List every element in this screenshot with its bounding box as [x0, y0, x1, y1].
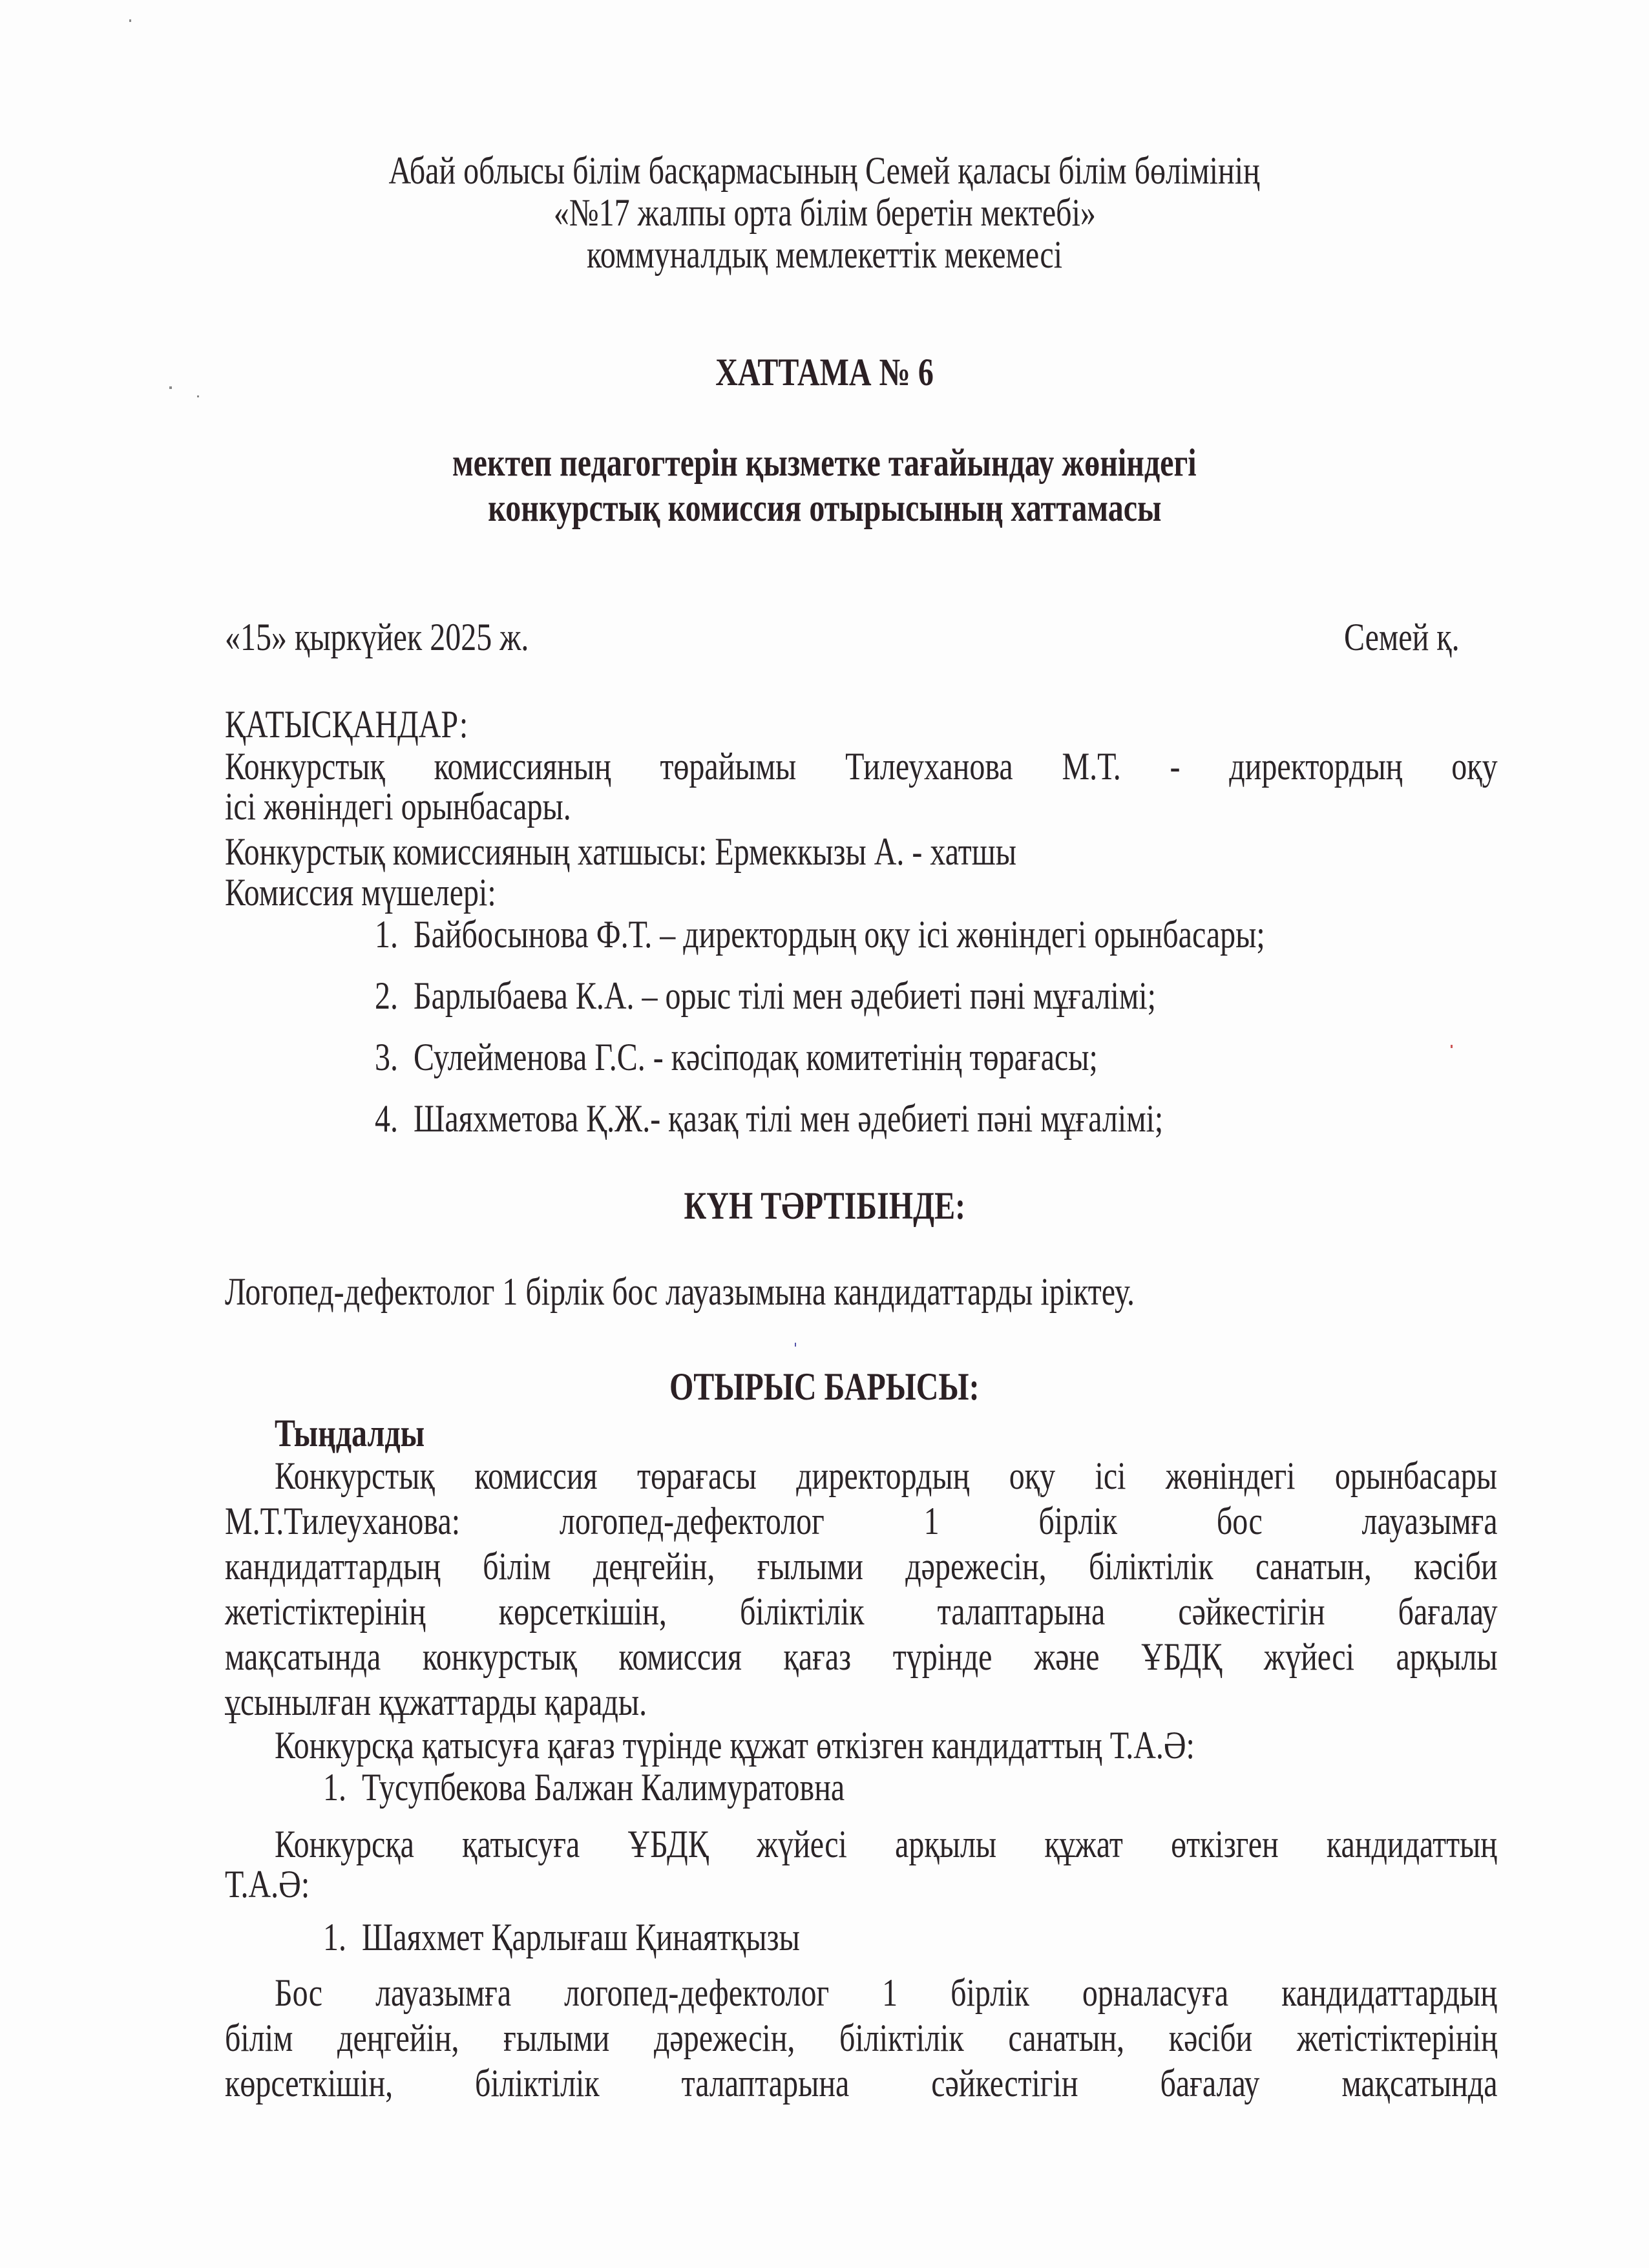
candidate-number: 1. — [323, 1766, 346, 1809]
org-header-line-2: «№17 жалпы орта білім беретін мектебі» — [553, 191, 1096, 234]
para1-line: жетістіктерінің көрсеткішін, біліктілік талаптарына сәйкестігін бағалау — [225, 1590, 1498, 1633]
para2-line: көрсеткішін, біліктілік талаптарына сәйкестігін бағалау мақсатында — [225, 2062, 1498, 2105]
member-number: 2. — [375, 974, 398, 1017]
org-header-line-1: Абай облысы білім басқармасының Семей қаласы білім бөлімінің — [388, 149, 1261, 192]
para1-line: Конкурстық комиссия төрағасы директордың оқу ісі жөніндегі орынбасары — [275, 1454, 1497, 1497]
paper-candidate-item — [323, 1764, 975, 1811]
paper-candidates-label: Конкурсқа қатысуға қағаз түрінде құжат өткізген кандидаттың Т.А.Ә: — [275, 1724, 1195, 1767]
scan-speck — [197, 395, 199, 397]
member-item — [375, 911, 1487, 958]
member-item — [375, 1095, 1360, 1142]
document-subtitle-line-1: мектеп педагогтерін қызметке тағайындау жөніндегі — [452, 441, 1197, 484]
document-subtitle-line-2: конкурстық комиссия отырысының хаттамасы — [487, 487, 1162, 529]
participants-heading: ҚАТЫСҚАНДАР: — [225, 703, 468, 746]
scan-speck — [129, 19, 131, 22]
para1-line: ұсынылған құжаттарды қарады. — [225, 1681, 647, 1723]
chair-line-2: ісі жөніндегі орынбасары. — [225, 785, 571, 828]
para1-line: М.Т.Тилеуханова: логопед-дефектолог 1 бірлік бос лауазымға — [225, 1500, 1498, 1542]
member-text: Шаяхметова Қ.Ж.- қазақ тілі мен әдебиеті пәні мұғалімі; — [414, 1097, 1164, 1140]
online-candidates-label: Конкурсқа қатысуға ҰБДҚ жүйесі арқылы құжат өткізген кандидаттың — [275, 1823, 1497, 1865]
para2-line: білім деңгейін, ғылыми дәрежесін, біліктілік санатын, кәсіби жетістіктерінің — [225, 2017, 1498, 2059]
secretary-line: Конкурстық комиссияның хатшысы: Ермеккызы А. - хатшы — [225, 830, 1016, 873]
member-text: Сулейменова Г.С. - кәсіподақ комитетінің төрағасы; — [414, 1036, 1098, 1078]
member-number: 4. — [375, 1097, 398, 1140]
meeting-date: «15» қыркүйек 2025 ж. — [225, 616, 529, 658]
online-candidates-label-2: Т.А.Ә: — [225, 1863, 310, 1906]
proceedings-subheading: Тыңдалды — [275, 1412, 425, 1454]
org-header-line-3: коммуналдық мемлекеттік мекемесі — [586, 233, 1063, 276]
para1-line: кандидаттардың білім деңгейін, ғылыми дәрежесін, біліктілік санатын, кәсіби — [225, 1545, 1498, 1588]
scan-speck — [795, 1343, 796, 1347]
candidate-name: Тусупбекова Балжан Калимуратовна — [362, 1766, 845, 1809]
member-number: 3. — [375, 1036, 398, 1078]
para2-line: Бос лауазымға логопед-дефектолог 1 бірлік орналасуға кандидаттардың — [275, 1971, 1497, 2014]
chair-line-1: Конкурстық комиссияның төрайымы Тилеуханова М.Т. - директордың оқу — [225, 745, 1498, 788]
proceedings-heading: ОТЫРЫС БАРЫСЫ: — [669, 1365, 980, 1408]
meeting-place: Семей қ. — [1344, 616, 1460, 658]
member-item — [375, 972, 1351, 1019]
agenda-text: Логопед-дефектолог 1 бірлік бос лауазымына кандидаттарды іріктеу. — [225, 1270, 1135, 1313]
online-candidate-item — [323, 1914, 919, 1960]
candidate-name: Шаяхмет Қарлығаш Қинаятқызы — [362, 1916, 800, 1958]
members-label: Комиссия мүшелері: — [225, 871, 496, 914]
para1-line: мақсатында конкурстық комиссия қағаз түрінде және ҰБДҚ жүйесі арқылы — [225, 1635, 1498, 1678]
scan-speck — [1451, 1045, 1453, 1048]
member-text: Байбосынова Ф.Т. – директордың оқу ісі жөніндегі орынбасары; — [414, 913, 1265, 956]
candidate-number: 1. — [323, 1916, 346, 1958]
agenda-heading: КҮН ТӘРТІБІНДЕ: — [684, 1184, 965, 1227]
member-number: 1. — [375, 913, 398, 956]
scan-speck — [169, 386, 172, 389]
member-text: Барлыбаева К.А. – орыс тілі мен әдебиеті пәні мұғалімі; — [414, 974, 1156, 1017]
member-item — [375, 1034, 1279, 1080]
document-title: ХАТТАМА № 6 — [715, 351, 934, 394]
